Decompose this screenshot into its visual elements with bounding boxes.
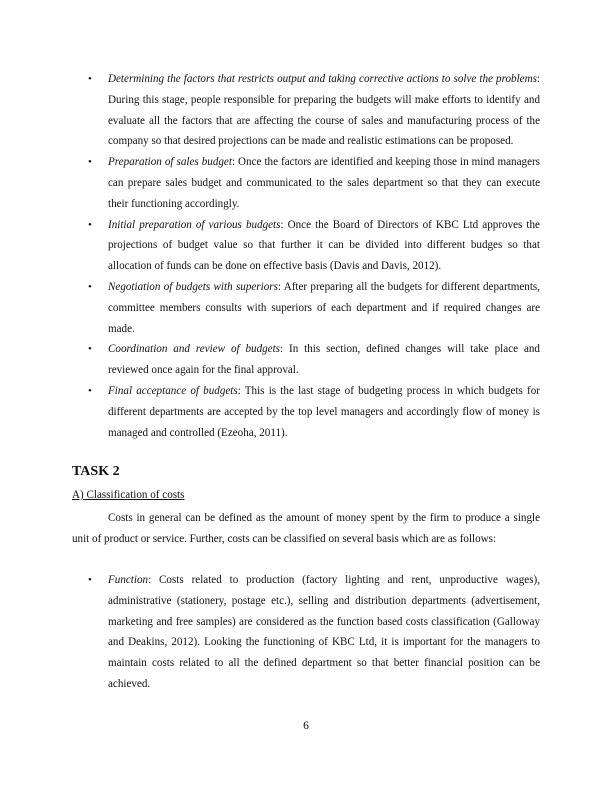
- bullet-icon: •: [88, 384, 92, 397]
- list-item: [72, 277, 540, 339]
- list-item-term: Initial preparation of various budgets: [108, 218, 281, 231]
- bullet-icon: •: [88, 574, 92, 586]
- list-item-text: : Costs related to production (factory lighting and rent, unproductive wages), administrative (stationery, postage etc.), selling and distribution departments (advertisement, marketing and free samples) are considered as the function based costs classification (Galloway and Deakins, 2012). Looking the functioning of KBC Ltd, it is important for the managers to maintain costs related to all the defined department so that better financial position can be achieved.: [108, 574, 540, 690]
- list-item-term: Coordination and review of budgets: [108, 343, 280, 356]
- intro-paragraph: Costs in general can be defined as the amount of money spent by the firm to produce a single unit of product or service. Further, costs can be classified on several basis which are as follows:: [72, 512, 540, 545]
- bullet-icon: •: [88, 218, 92, 231]
- list-item-text: : This is the last stage of budgeting process in which budgets for different departments are accepted by the top level managers and accordingly flow of money is managed and controlled (Ezeoha, 2011).: [108, 384, 540, 439]
- list-item: [72, 339, 540, 381]
- cost-classification-list: [72, 570, 540, 695]
- list-item-term: Final acceptance of budgets: [108, 384, 238, 397]
- list-item-text: : Once the factors are identified and keeping those in mind managers can prepare sales budget and communicated to the sales department so that they can execute their functioning accordingly.: [108, 156, 540, 210]
- section-title: A) Classification of costs: [72, 489, 185, 501]
- list-item-term: Negotiation of budgets with superiors: [108, 280, 278, 293]
- list-item: [72, 69, 540, 152]
- list-item-term: Function: [108, 574, 149, 586]
- budget-process-list: [72, 69, 540, 443]
- list-item: [72, 381, 540, 443]
- list-item-text: : During this stage, people responsible for preparing the budgets will make efforts to identify and evaluate all the factors that are affecting the course of sales and manufacturing process of the company so that desired projections can be made and realistic estimations can be proposed.: [108, 73, 540, 148]
- list-item: [72, 570, 540, 695]
- list-item: [72, 215, 540, 277]
- list-item-text: : In this section, defined changes will take place and reviewed once again for the final approval.: [108, 343, 540, 377]
- list-item-text: : Once the Board of Directors of KBC Ltd approves the projections of budget value so that further it can be divided into different budges so that allocation of funds can be done on effective basis (Davis and Davis, 2012).: [108, 218, 540, 273]
- list-item-text: : After preparing all the budgets for different departments, committee members consults with superiors of each department and if required changes are made.: [108, 280, 540, 335]
- list-item: [72, 152, 540, 214]
- bullet-icon: •: [88, 343, 92, 356]
- bullet-icon: •: [88, 156, 92, 169]
- page-number: 6: [303, 720, 309, 732]
- task-heading: TASK 2: [72, 464, 120, 479]
- bullet-icon: •: [88, 280, 92, 293]
- list-item-term: Determining the factors that restricts output and taking corrective actions to solve the problems: [108, 73, 537, 85]
- bullet-icon: •: [88, 73, 92, 85]
- list-item-term: Preparation of sales budget: [108, 156, 232, 169]
